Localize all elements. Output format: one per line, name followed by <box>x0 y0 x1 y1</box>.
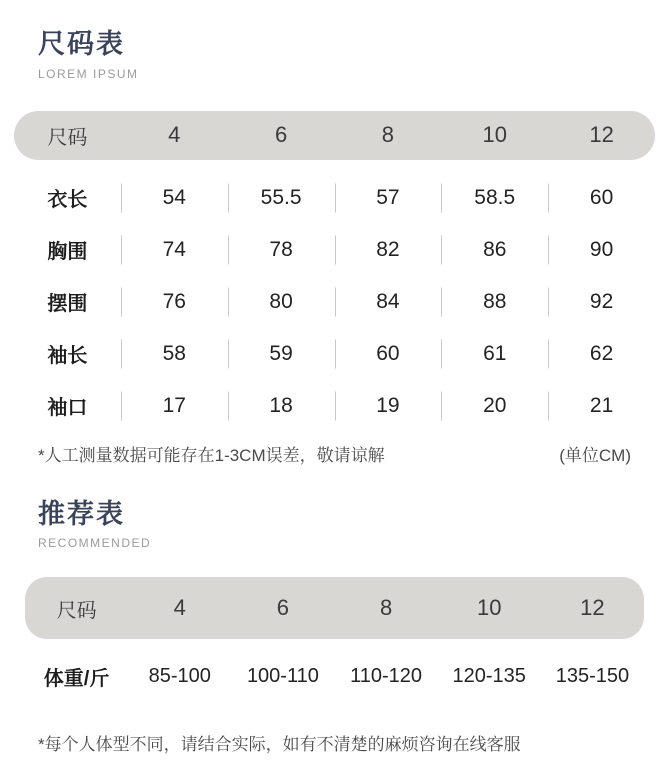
cell-value: 80 <box>228 290 335 314</box>
header-size-label: 尺码 <box>47 126 88 149</box>
cell-value: 55.5 <box>228 186 335 210</box>
size-chart-note-row <box>38 441 631 466</box>
cell-value: 58 <box>121 342 228 366</box>
cell-value: 92 <box>548 290 655 314</box>
row-label: 衣长 <box>47 189 88 212</box>
size-chart-title: 尺码表 <box>38 29 125 59</box>
recommend-title: 推荐表 <box>38 498 125 529</box>
header-size-label: 尺码 <box>56 599 97 622</box>
size-chart-heading <box>38 0 669 81</box>
header-size-value: 4 <box>168 122 181 148</box>
header-size-value: 8 <box>381 122 395 148</box>
header-size-value: 12 <box>580 595 605 621</box>
header-size-value: 12 <box>589 122 614 148</box>
table-row <box>14 224 655 276</box>
cell-value: 17 <box>121 394 228 418</box>
header-size-value: 6 <box>276 595 290 621</box>
unit-note: (单位CM) <box>559 445 631 465</box>
cell-value: 60 <box>335 342 442 366</box>
header-size-value: 10 <box>482 122 507 148</box>
cell-value: 54 <box>121 186 228 210</box>
row-label: 袖长 <box>47 345 88 368</box>
recommend-body <box>25 649 644 703</box>
row-label: 袖口 <box>47 397 88 420</box>
cell-value: 20 <box>441 394 548 418</box>
measure-tolerance-note: *人工测量数据可能存在1-3CM误差，敬请谅解 <box>38 445 385 465</box>
recommend-header-row <box>25 577 644 639</box>
cell-value: 100-110 <box>246 664 319 687</box>
cell-value: 85-100 <box>148 664 211 687</box>
cell-value: 60 <box>548 186 655 210</box>
recommend-subtitle: RECOMMENDED <box>38 536 152 551</box>
header-size-value: 6 <box>274 122 288 148</box>
size-chart-header-row <box>14 111 655 160</box>
header-size-value: 10 <box>477 595 502 621</box>
table-row <box>14 380 655 432</box>
table-row <box>14 328 655 380</box>
table-row <box>14 276 655 328</box>
row-label: 体重/斤 <box>43 667 110 690</box>
cell-value: 135-150 <box>555 664 630 687</box>
cell-value: 110-120 <box>350 664 423 687</box>
cell-value: 62 <box>548 342 655 366</box>
cell-value: 76 <box>121 290 228 314</box>
cell-value: 88 <box>441 290 548 314</box>
cell-value: 120-135 <box>452 664 526 687</box>
table-row <box>14 172 655 224</box>
size-chart-subtitle: LOREM IPSUM <box>38 66 139 81</box>
header-size-value: 8 <box>379 595 393 621</box>
recommend-heading <box>38 500 669 551</box>
cell-value: 58.5 <box>441 186 548 210</box>
row-label: 摆围 <box>47 293 88 316</box>
cell-value: 19 <box>335 394 442 418</box>
cell-value: 84 <box>335 290 442 314</box>
size-chart-body <box>14 172 655 432</box>
cell-value: 78 <box>228 238 335 262</box>
cell-value: 74 <box>121 238 228 262</box>
cell-value: 21 <box>548 394 655 418</box>
cell-value: 61 <box>441 342 548 366</box>
cell-value: 82 <box>335 238 442 262</box>
body-type-footnote: *每个人体型不同，请结合实际，如有不清楚的麻烦咨询在线客服 <box>38 735 521 755</box>
row-label: 胸围 <box>47 241 88 264</box>
recommend-section <box>0 500 669 756</box>
cell-value: 90 <box>548 238 655 262</box>
cell-value: 18 <box>228 394 335 418</box>
header-size-value: 4 <box>173 595 186 621</box>
table-row <box>25 649 644 703</box>
cell-value: 57 <box>335 186 442 210</box>
cell-value: 86 <box>441 238 548 262</box>
cell-value: 59 <box>228 342 335 366</box>
